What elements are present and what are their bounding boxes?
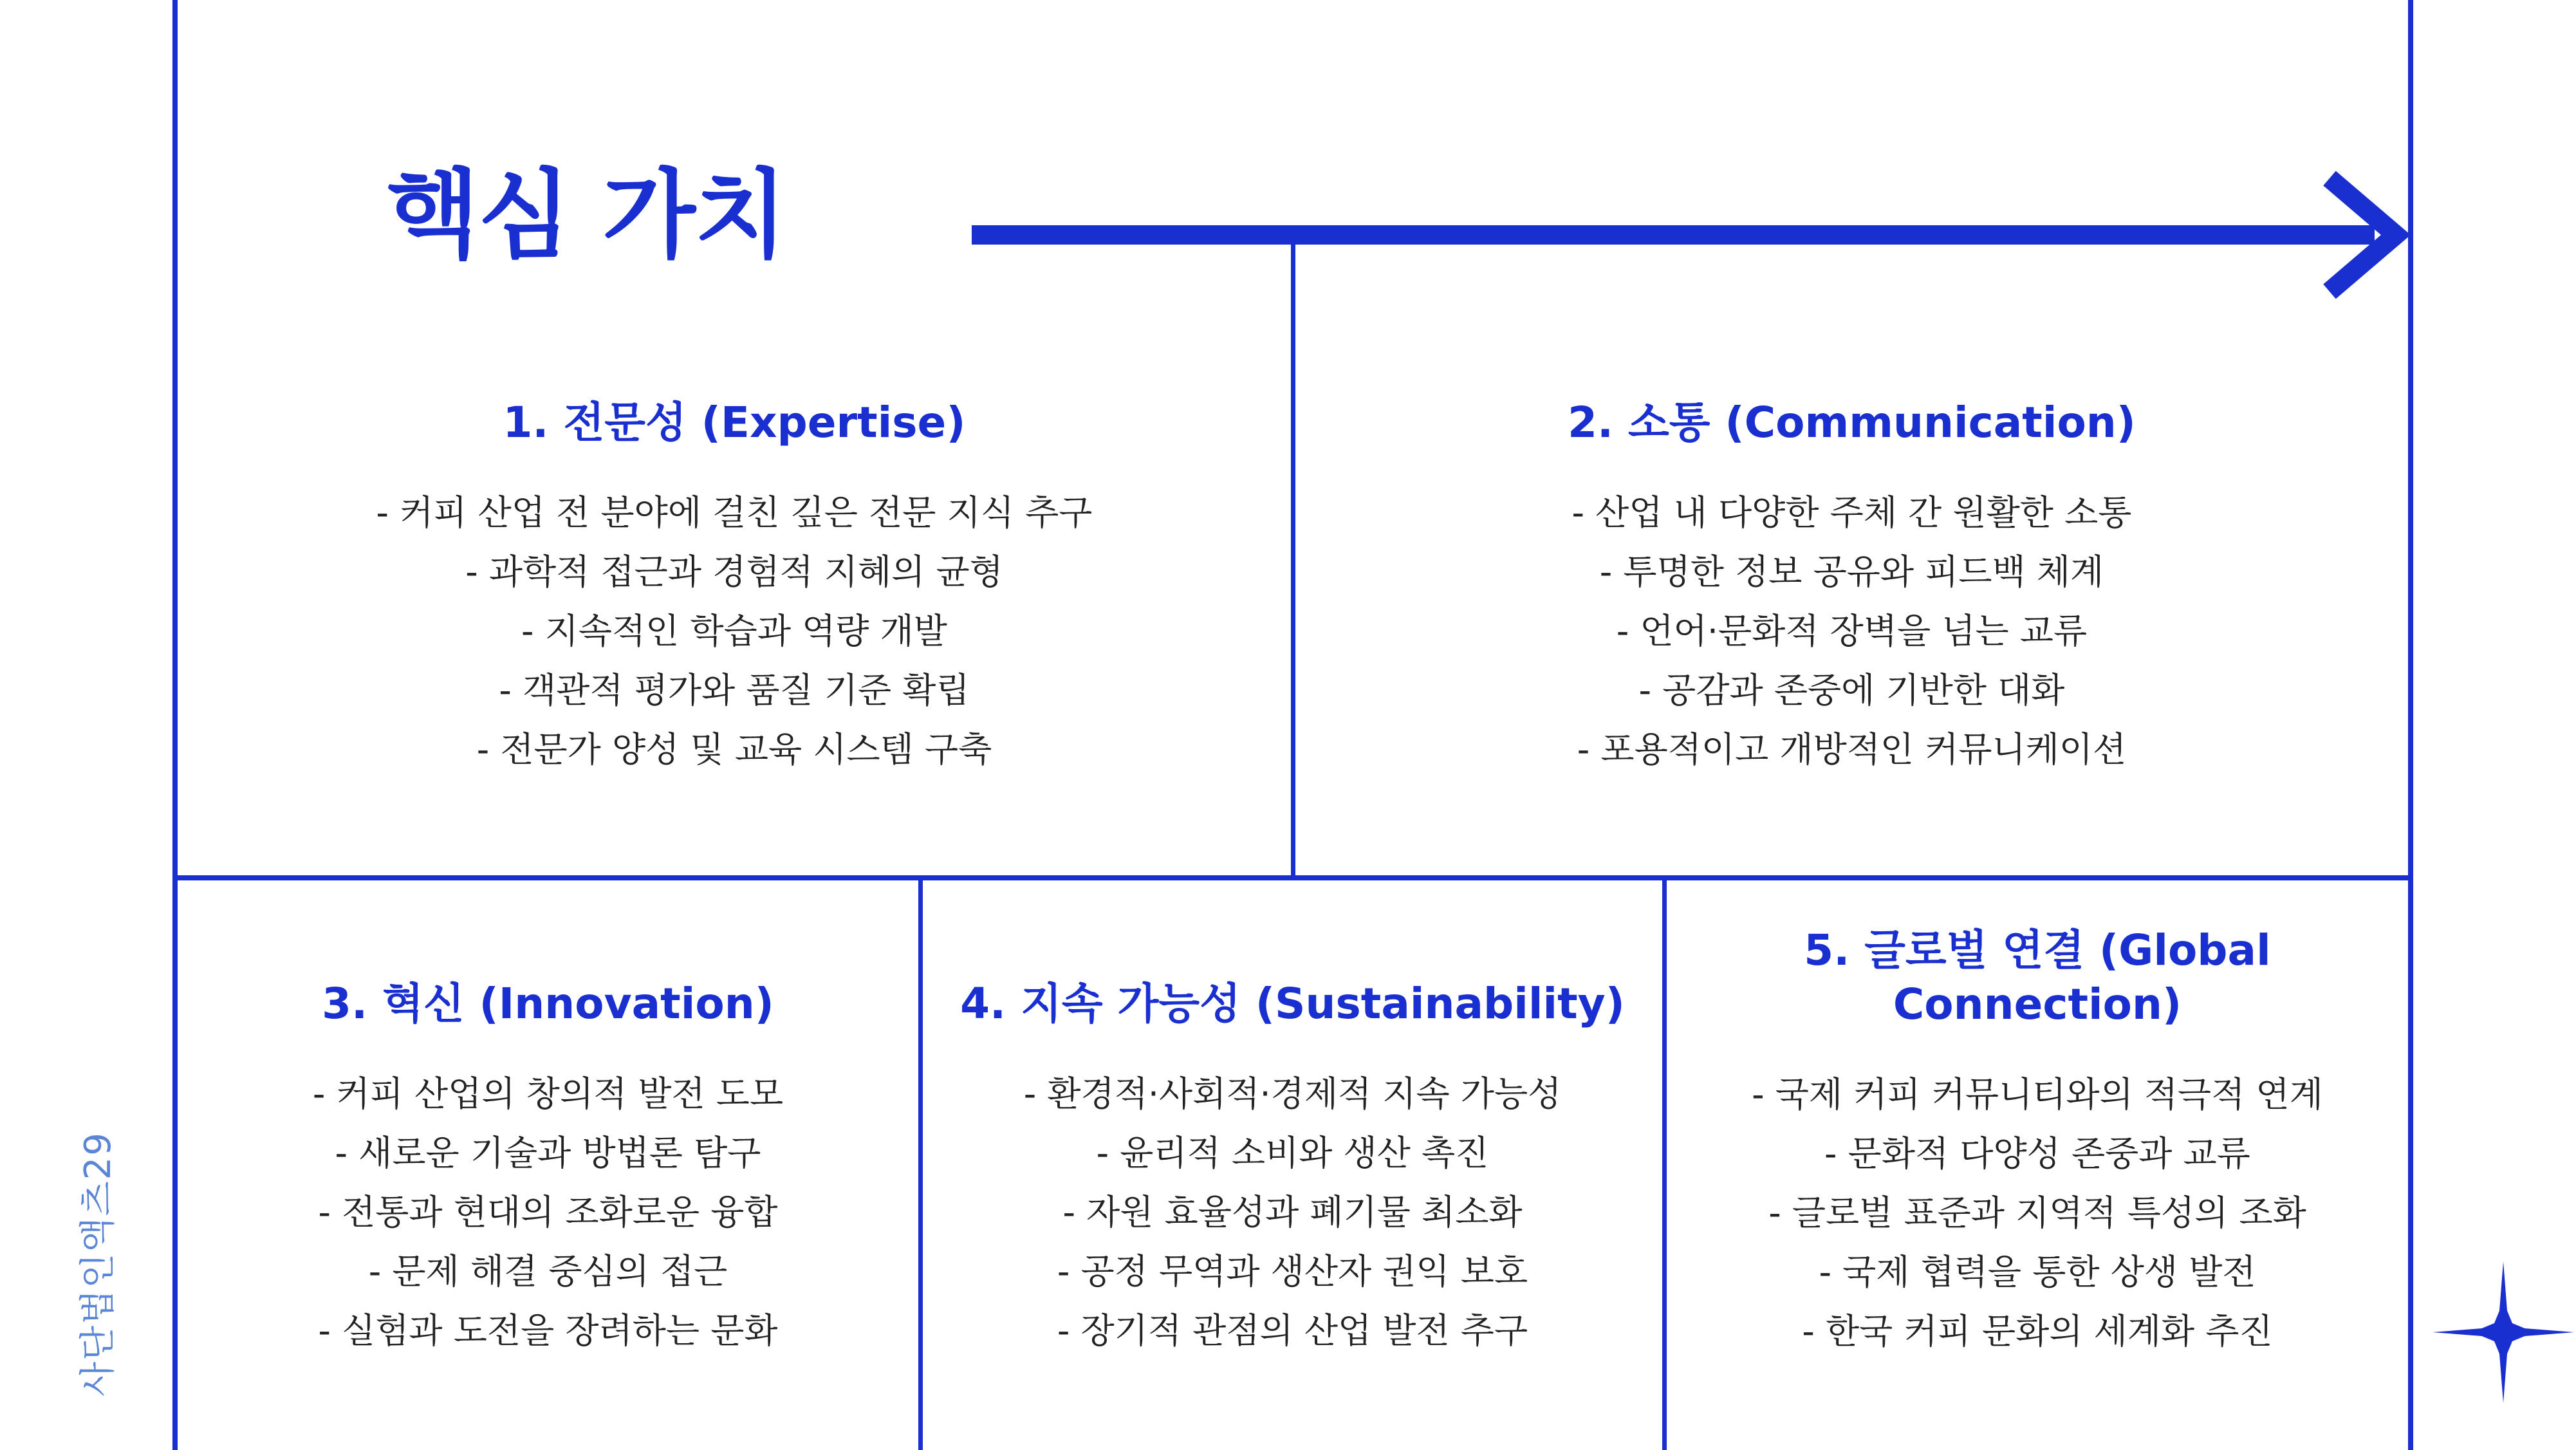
value-title-innovation: 3. 혁신 (Innovation) — [322, 979, 774, 1028]
value-title-sustainability: 4. 지속 가능성 (Sustainability) — [960, 979, 1625, 1028]
value-card-expertise — [178, 396, 1291, 779]
value-list-expertise — [178, 483, 1291, 779]
arrow-right-icon — [972, 171, 2413, 299]
list-item: - 새로운 기술과 방법론 탐구 — [335, 1133, 761, 1173]
list-item: - 국제 커피 커뮤니티와의 적극적 연계 — [1752, 1074, 2323, 1115]
value-card-global-connection — [1667, 924, 2408, 1361]
list-item: - 커피 산업의 창의적 발전 도모 — [312, 1074, 784, 1114]
value-title-line2: Connection) — [1893, 980, 2182, 1029]
list-item: - 윤리적 소비와 생산 촉진 — [1096, 1133, 1489, 1173]
grid-bottom-divider-1 — [918, 875, 923, 1450]
value-list-global-connection — [1667, 1065, 2408, 1361]
list-item: - 포용적이고 개방적인 커뮤니케이션 — [1577, 729, 2127, 770]
list-item: - 공정 무역과 생산자 권익 보호 — [1057, 1251, 1528, 1292]
organization-side-label: 사단법인액츠29 — [77, 1131, 119, 1397]
list-item: - 국제 협력을 통한 상생 발전 — [1819, 1252, 2256, 1292]
list-item: - 글로벌 표준과 지역적 특성의 조화 — [1768, 1193, 2306, 1233]
value-title-line1: 5. 글로벌 연결 (Global — [1804, 925, 2271, 975]
page-title: 핵심 가치 — [386, 160, 786, 272]
frame-left-line — [172, 0, 178, 1450]
value-title-expertise: 1. 전문성 (Expertise) — [503, 398, 966, 447]
grid-top-divider — [1291, 238, 1295, 875]
list-item: - 커피 산업 전 분야에 걸친 깊은 전문 지식 추구 — [376, 492, 1093, 533]
grid-bottom-divider-2 — [1662, 875, 1667, 1450]
value-title-global-connection — [1667, 924, 2408, 1032]
list-item: - 문화적 다양성 존중과 교류 — [1824, 1133, 2250, 1174]
list-item: - 언어·문화적 장벽을 넘는 교류 — [1616, 611, 2088, 651]
list-item: - 객관적 평가와 품질 기준 확립 — [499, 670, 970, 711]
value-list-innovation — [178, 1064, 918, 1361]
list-item: - 문제 해결 중심의 접근 — [368, 1251, 728, 1292]
sparkle-star-icon — [2432, 1261, 2574, 1403]
grid-horizontal-line — [172, 875, 2413, 880]
list-item: - 과학적 접근과 경험적 지혜의 균형 — [465, 552, 1003, 592]
list-item: - 전문가 양성 및 교육 시스템 구축 — [476, 729, 992, 770]
list-item: - 한국 커피 문화의 세계화 추진 — [1802, 1311, 2273, 1352]
value-title-communication: 2. 소통 (Communication) — [1568, 398, 2136, 447]
value-card-sustainability — [923, 977, 1662, 1361]
list-item: - 산업 내 다양한 주체 간 원활한 소통 — [1571, 492, 2132, 533]
value-card-innovation — [178, 977, 918, 1361]
list-item: - 장기적 관점의 산업 발전 추구 — [1057, 1310, 1528, 1351]
list-item: - 환경적·사회적·경제적 지속 가능성 — [1023, 1074, 1562, 1114]
value-list-communication — [1295, 483, 2408, 779]
list-item: - 실험과 도전을 장려하는 문화 — [318, 1310, 778, 1351]
list-item: - 자원 효율성과 폐기물 최소화 — [1062, 1192, 1523, 1232]
list-item: - 전통과 현대의 조화로운 융합 — [318, 1192, 778, 1232]
list-item: - 투명한 정보 공유와 피드백 체계 — [1599, 552, 2104, 592]
list-item: - 지속적인 학습과 역량 개발 — [521, 611, 947, 651]
value-card-communication — [1295, 396, 2408, 779]
list-item: - 공감과 존중에 기반한 대화 — [1638, 670, 2065, 711]
value-list-sustainability — [923, 1064, 1662, 1361]
